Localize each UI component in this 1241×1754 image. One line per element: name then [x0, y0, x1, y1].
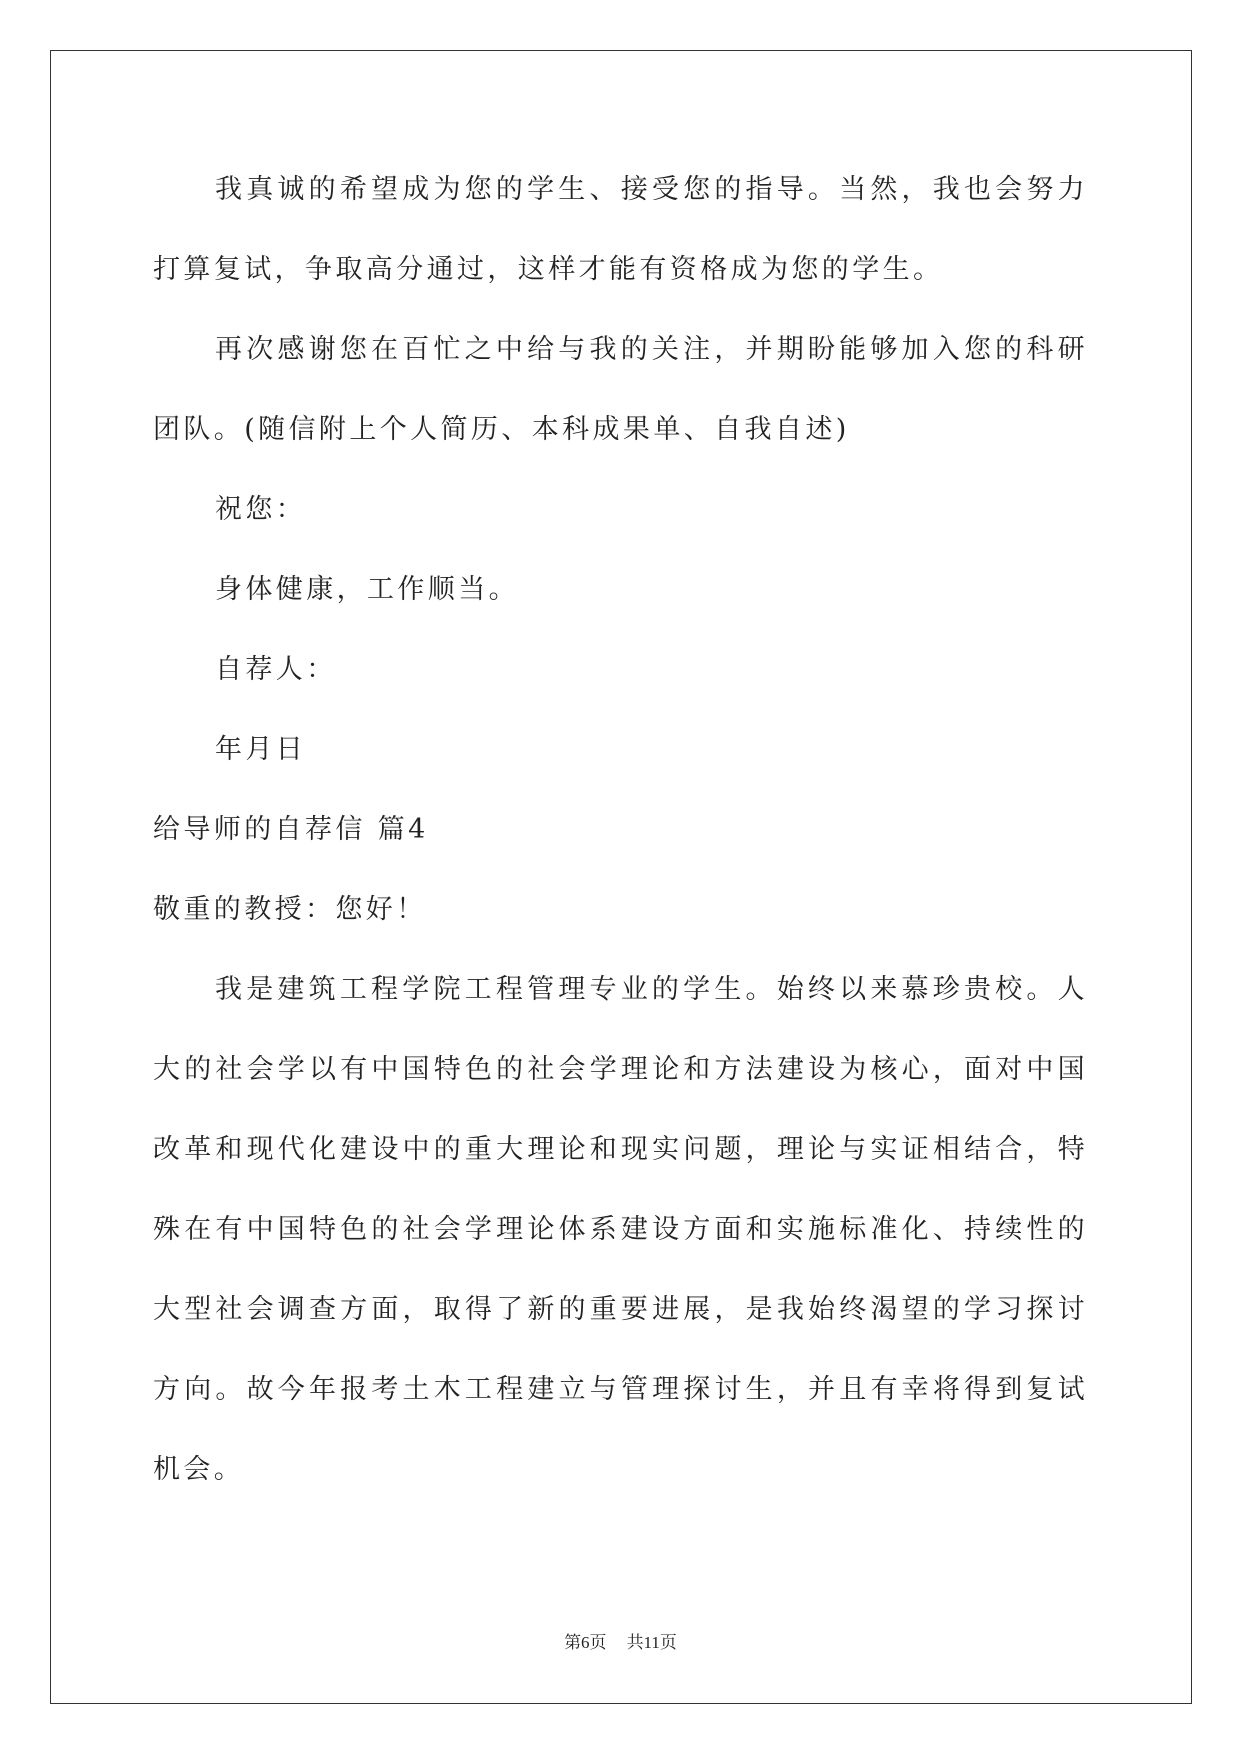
text-line: 打算复试，争取高分通过，这样才能有资格成为您的学生。 [153, 254, 944, 285]
text-line: 机会。 [153, 1454, 245, 1485]
text-line: 自荐人： [215, 654, 337, 685]
text-line: 我真诚的希望成为您的学生、接受您的指导。当然，我也会努力 [215, 174, 1088, 205]
text-line: 团队。(随信附上个人简历、本科成果单、自我自述) [153, 414, 850, 445]
page-number: 第6页 [564, 1633, 607, 1652]
text-line: 年月日 [215, 734, 307, 765]
text-line: 改革和现代化建设中的重大理论和现实问题，理论与实证相结合，特 [153, 1134, 1088, 1165]
text-line: 我是建筑工程学院工程管理专业的学生。始终以来慕珍贵校。人 [215, 974, 1088, 1005]
text-line: 方向。故今年报考土木工程建立与管理探讨生，并且有幸将得到复试 [153, 1374, 1088, 1405]
text-line: 大型社会调查方面，取得了新的重要进展，是我始终渴望的学习探讨 [153, 1294, 1088, 1325]
text-line: 祝您： [215, 494, 307, 525]
text-line: 给导师的自荐信 篇4 [153, 814, 429, 845]
page-footer [0, 1628, 1241, 1653]
page-total: 共11页 [626, 1633, 677, 1652]
document-body [153, 150, 1088, 1510]
text-line: 身体健康，工作顺当。 [215, 574, 519, 605]
text-line: 大的社会学以有中国特色的社会学理论和方法建设为核心，面对中国 [153, 1054, 1088, 1085]
text-line: 殊在有中国特色的社会学理论体系建设方面和实施标准化、持续性的 [153, 1214, 1088, 1245]
text-line: 再次感谢您在百忙之中给与我的关注，并期盼能够加入您的科研 [215, 334, 1088, 365]
text-line: 敬重的教授：您好！ [153, 894, 427, 925]
